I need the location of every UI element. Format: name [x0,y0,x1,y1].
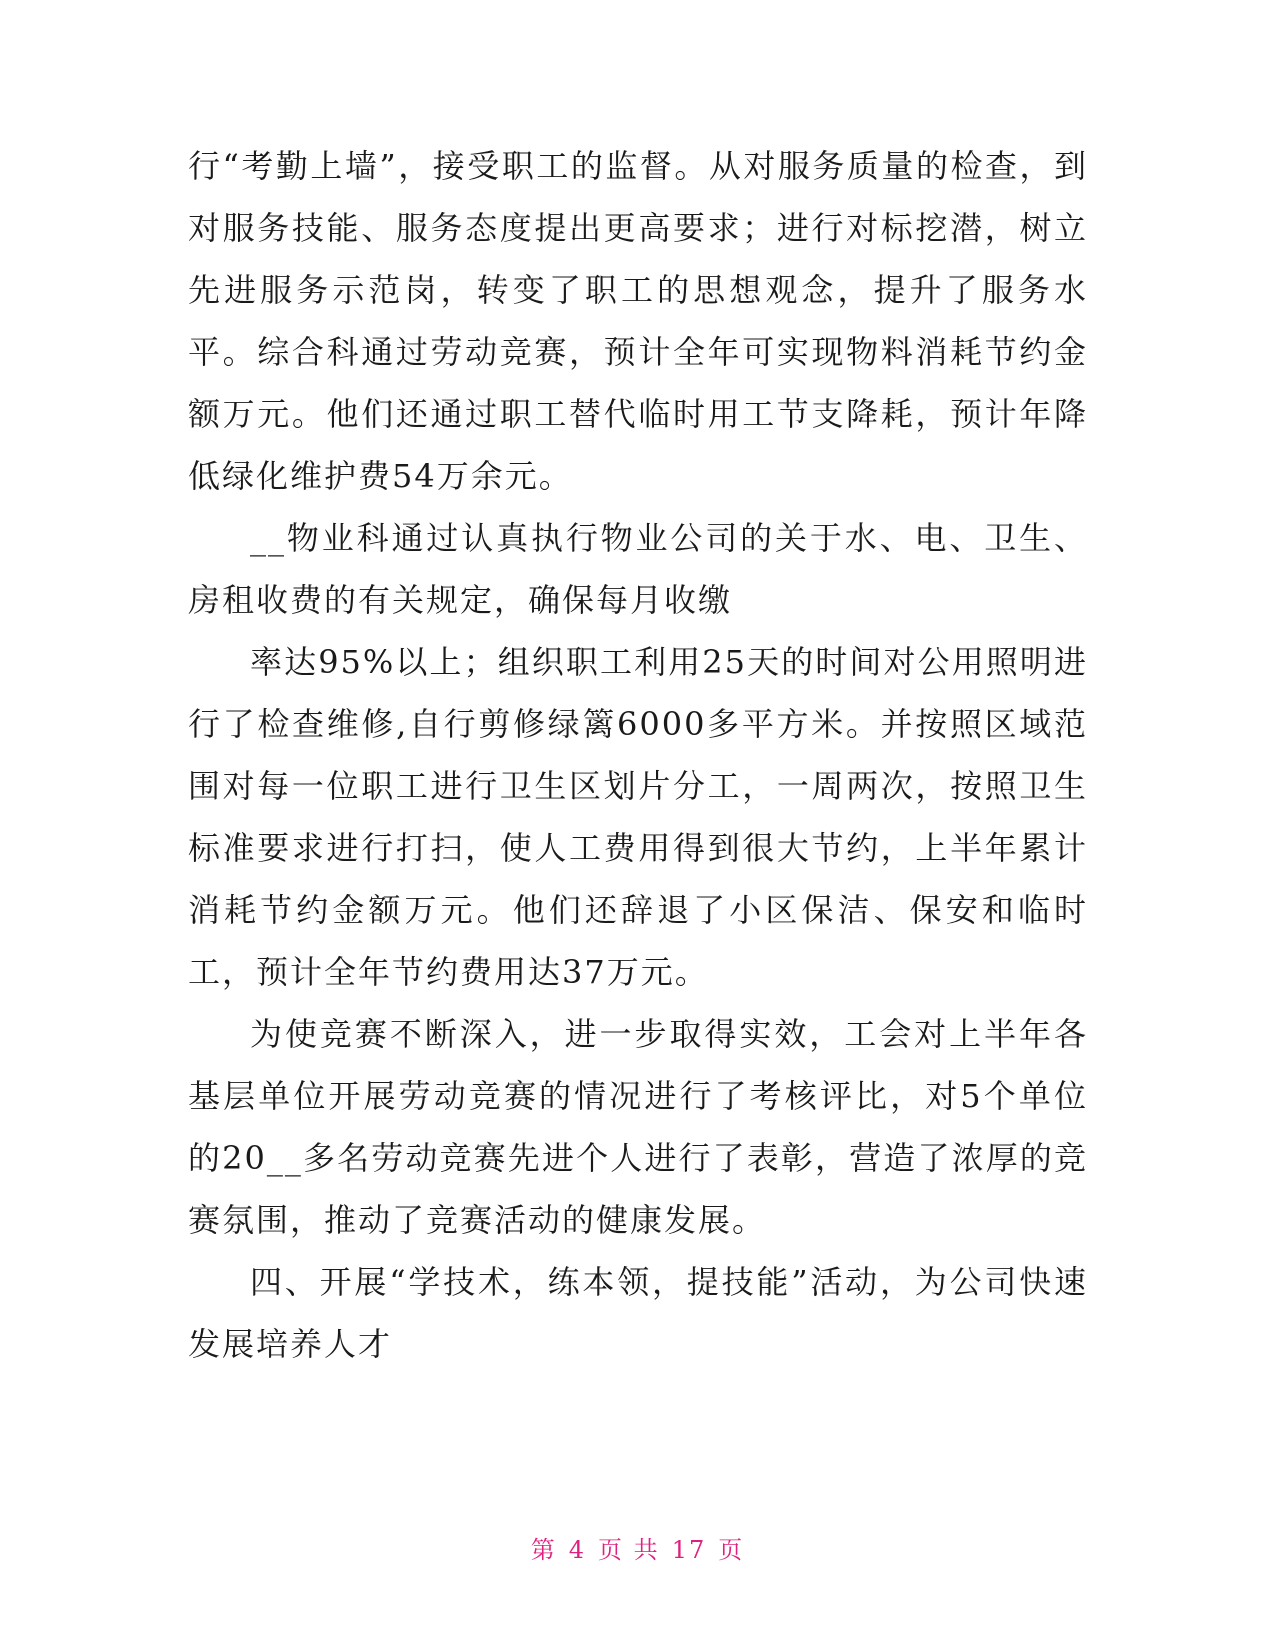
paragraph-4: 为使竞赛不断深入，进一步取得实效，工会对上半年各基层单位开展劳动竞赛的情况进行了考核评比，对5个单位的20__多名劳动竞赛先进个人进行了表彰，营造了浓厚的竞赛氛围，推动了竞赛活动的健康发展。 [188,1015,1088,1239]
paragraph-1: 行“考勤上墙”，接受职工的监督。从对服务质量的检查，到对服务技能、服务态度提出更高要求；进行对标挖潜，树立先进服务示范岗，转变了职工的思想观念，提升了服务水平。综合科通过劳动竞赛，预计全年可实现物料消耗节约金额万元。他们还通过职工替代临时用工节支降耗，预计年降低绿化维护费54万余元。 [188,147,1088,495]
footer-middle: 页 共 [598,1536,660,1564]
page-footer [0,1530,1275,1565]
footer-prefix: 第 [530,1536,557,1564]
footer-current-page: 4 [568,1536,587,1564]
paragraph-2: __物业科通过认真执行物业公司的关于水、电、卫生、房租收费的有关规定，确保每月收缴 [188,519,1088,619]
paragraph-3: 率达95%以上；组织职工利用25天的时间对公用照明进行了检查维修,自行剪修绿篱6000多平方米。并按照区域范围对每一位职工进行卫生区划片分工，一周两次，按照卫生标准要求进行打扫，使人工费用得到很大节约，上半年累计消耗节约金额万元。他们还辞退了小区保洁、保安和临时工，预计全年节约费用达37万元。 [188,643,1088,991]
footer-total-pages: 17 [671,1536,707,1564]
paragraph-5: 四、开展“学技术，练本领，提技能”活动，为公司快速发展培养人才 [188,1263,1088,1363]
footer-suffix: 页 [718,1536,745,1564]
document-body [188,135,1088,1375]
